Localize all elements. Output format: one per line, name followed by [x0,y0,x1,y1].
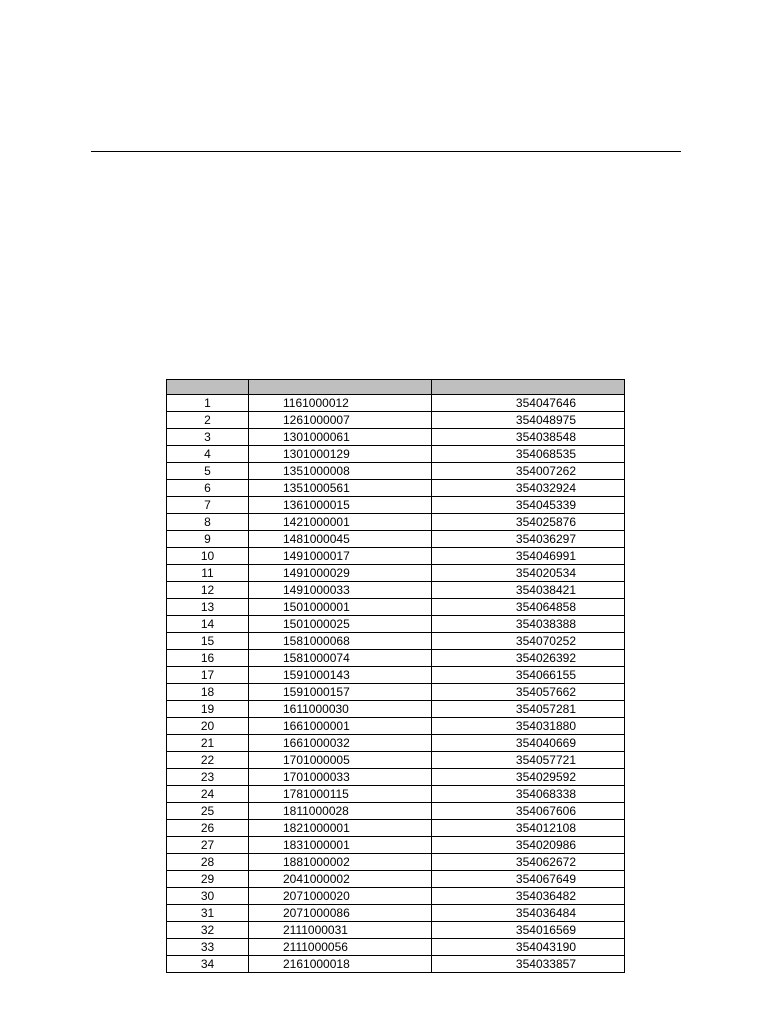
row-value-cell: 354067606 [432,803,625,820]
row-value-cell: 354068338 [432,786,625,803]
row-id-cell: 1701000005 [249,752,432,769]
row-index-cell: 5 [167,463,249,480]
row-id-cell: 1491000017 [249,548,432,565]
header-row [167,380,625,395]
table-row [167,752,625,769]
row-index-cell: 22 [167,752,249,769]
table-row [167,735,625,752]
table-row [167,582,625,599]
table-row [167,412,625,429]
row-value-cell: 354070252 [432,633,625,650]
row-index-cell: 25 [167,803,249,820]
row-index-cell: 28 [167,854,249,871]
row-value-cell: 354066155 [432,667,625,684]
table-row [167,548,625,565]
row-id-cell: 1781000115 [249,786,432,803]
table-row [167,956,625,973]
row-value-cell: 354057721 [432,752,625,769]
row-value-cell: 354036484 [432,905,625,922]
table-row [167,769,625,786]
table-row [167,888,625,905]
table-row [167,616,625,633]
table-row [167,633,625,650]
row-id-cell: 1361000015 [249,497,432,514]
row-index-cell: 23 [167,769,249,786]
row-value-cell: 354012108 [432,820,625,837]
row-index-cell: 16 [167,650,249,667]
row-value-cell: 354067649 [432,871,625,888]
table-row [167,446,625,463]
table-header [167,380,625,395]
row-index-cell: 27 [167,837,249,854]
row-id-cell: 1581000074 [249,650,432,667]
row-id-cell: 1591000157 [249,684,432,701]
row-value-cell: 354036482 [432,888,625,905]
row-index-cell: 20 [167,718,249,735]
table-row [167,922,625,939]
table-row [167,684,625,701]
row-index-cell: 19 [167,701,249,718]
row-id-cell: 2071000086 [249,905,432,922]
row-id-cell: 1821000001 [249,820,432,837]
row-id-cell: 1261000007 [249,412,432,429]
table-row [167,905,625,922]
table-row [167,480,625,497]
table-row [167,871,625,888]
row-index-cell: 7 [167,497,249,514]
row-id-cell: 1501000001 [249,599,432,616]
row-value-cell: 354038388 [432,616,625,633]
row-id-cell: 1491000033 [249,582,432,599]
row-id-cell: 1501000025 [249,616,432,633]
row-value-cell: 354046991 [432,548,625,565]
row-index-cell: 10 [167,548,249,565]
row-id-cell: 1701000033 [249,769,432,786]
row-index-cell: 18 [167,684,249,701]
row-value-cell: 354038421 [432,582,625,599]
row-value-cell: 354036297 [432,531,625,548]
table-row [167,650,625,667]
row-value-cell: 354038548 [432,429,625,446]
row-id-cell: 1581000068 [249,633,432,650]
row-index-cell: 26 [167,820,249,837]
row-index-cell: 9 [167,531,249,548]
row-index-cell: 4 [167,446,249,463]
row-value-cell: 354047646 [432,395,625,412]
row-value-cell: 354020986 [432,837,625,854]
table-row [167,429,625,446]
row-id-cell: 2071000020 [249,888,432,905]
row-value-cell: 354064858 [432,599,625,616]
row-value-cell: 354032924 [432,480,625,497]
row-value-cell: 354016569 [432,922,625,939]
row-value-cell: 354029592 [432,769,625,786]
row-id-cell: 1301000061 [249,429,432,446]
row-value-cell: 354043190 [432,939,625,956]
row-id-cell: 2041000002 [249,871,432,888]
row-id-cell: 1351000008 [249,463,432,480]
row-id-cell: 2161000018 [249,956,432,973]
table-row [167,803,625,820]
header-cell-value [432,380,625,395]
row-value-cell: 354057662 [432,684,625,701]
row-id-cell: 1811000028 [249,803,432,820]
row-index-cell: 30 [167,888,249,905]
table-row [167,395,625,412]
row-id-cell: 1481000045 [249,531,432,548]
table-row [167,599,625,616]
row-id-cell: 1611000030 [249,701,432,718]
row-id-cell: 1591000143 [249,667,432,684]
row-index-cell: 14 [167,616,249,633]
row-value-cell: 354031880 [432,718,625,735]
table-row [167,718,625,735]
row-index-cell: 13 [167,599,249,616]
table-body [167,395,625,973]
table-row [167,820,625,837]
row-index-cell: 34 [167,956,249,973]
table-row [167,939,625,956]
row-index-cell: 3 [167,429,249,446]
row-value-cell: 354033857 [432,956,625,973]
header-cell-id [249,380,432,395]
row-value-cell: 354040669 [432,735,625,752]
row-value-cell: 354068535 [432,446,625,463]
table-row [167,463,625,480]
table-row [167,786,625,803]
row-index-cell: 12 [167,582,249,599]
row-id-cell: 1301000129 [249,446,432,463]
table-row [167,837,625,854]
row-index-cell: 15 [167,633,249,650]
row-id-cell: 1831000001 [249,837,432,854]
row-value-cell: 354062672 [432,854,625,871]
row-index-cell: 2 [167,412,249,429]
row-index-cell: 6 [167,480,249,497]
data-table [166,379,625,973]
row-index-cell: 1 [167,395,249,412]
table-row [167,701,625,718]
table-row [167,531,625,548]
horizontal-rule [91,151,681,152]
header-cell-index [167,380,249,395]
row-index-cell: 33 [167,939,249,956]
row-value-cell: 354057281 [432,701,625,718]
row-id-cell: 2111000031 [249,922,432,939]
row-index-cell: 24 [167,786,249,803]
row-index-cell: 31 [167,905,249,922]
row-value-cell: 354020534 [432,565,625,582]
row-value-cell: 354026392 [432,650,625,667]
row-index-cell: 11 [167,565,249,582]
row-index-cell: 32 [167,922,249,939]
row-value-cell: 354045339 [432,497,625,514]
row-value-cell: 354048975 [432,412,625,429]
table-row [167,514,625,531]
row-index-cell: 8 [167,514,249,531]
row-value-cell: 354007262 [432,463,625,480]
table-row [167,497,625,514]
row-index-cell: 29 [167,871,249,888]
row-id-cell: 1421000001 [249,514,432,531]
table-row [167,667,625,684]
table-row [167,565,625,582]
row-id-cell: 1661000001 [249,718,432,735]
row-id-cell: 1351000561 [249,480,432,497]
row-id-cell: 1661000032 [249,735,432,752]
row-id-cell: 1881000002 [249,854,432,871]
table-row [167,854,625,871]
row-id-cell: 2111000056 [249,939,432,956]
row-index-cell: 17 [167,667,249,684]
row-value-cell: 354025876 [432,514,625,531]
row-id-cell: 1161000012 [249,395,432,412]
row-index-cell: 21 [167,735,249,752]
row-id-cell: 1491000029 [249,565,432,582]
